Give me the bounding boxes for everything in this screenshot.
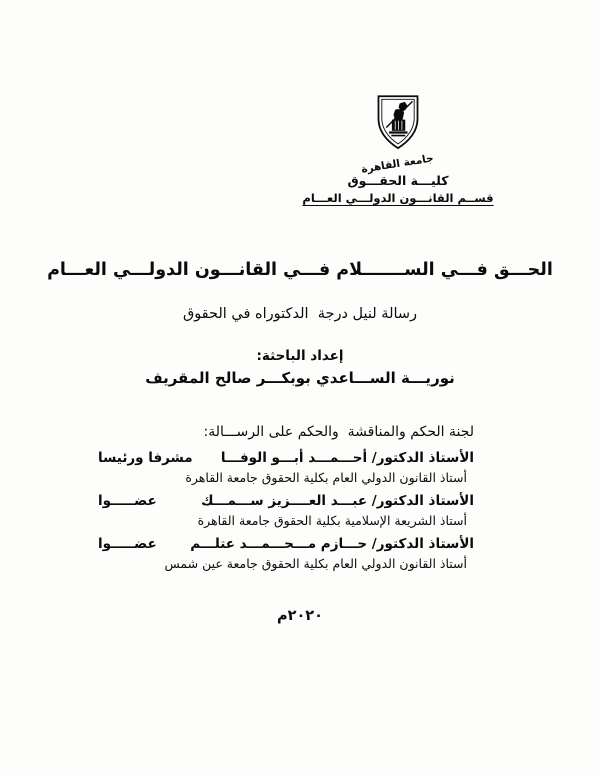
preparation-label: إعداد الباحثة: [256,348,344,364]
member-role: عضـــــوا [98,493,157,509]
member-role: عضـــــوا [98,536,157,552]
member-role: مشرفا ورئيسا [98,450,193,466]
member-description: أستاذ القانون الدولي العام بكلية الحقوق جامعة القاهرة [185,470,467,485]
department-name: قســم القانـــون الدولـــي العـــام [302,191,494,205]
member-name: الأستاذ الدكتور/ أحـــمـــد أبـــو الوفـــا [220,450,474,466]
cairo-university-emblem-icon [370,94,426,152]
university-name-text: جامعة القاهرة [360,152,435,176]
thesis-subtitle: رسالة لنيل درجة الدكتوراه في الحقوق [182,306,418,322]
committee-section [98,424,474,576]
member-name: الأستاذ الدكتور/ حـــازم مـــحـــمـــد عتلـــم [190,536,474,552]
header-block [288,94,508,205]
committee-member-row [98,491,474,511]
member-description: أستاذ القانون الدولي العام بكلية الحقوق جامعة عين شمس [164,556,467,571]
researcher-name: نوريـــة الســـاعدي بوبكـــر صالح المقريف [145,369,455,387]
member-name: الأستاذ الدكتور/ عبـــد العــــزيز ســـمـــك [201,493,474,509]
committee-member-row [98,534,474,554]
committee-member-row [98,448,474,468]
committee-heading: لجنة الحكم والمناقشة والحكم على الرســـالة: [203,424,474,440]
university-calligraphy [288,152,508,176]
member-description: أستاذ الشريعة الإسلامية بكلية الحقوق جامعة القاهرة [197,513,467,528]
faculty-name: كليـــة الحقـــوق [347,173,449,188]
thesis-title: الحـــق فـــي الســـــــلام فـــي القانـــون الدولـــي العـــام [47,260,553,280]
publication-year: ٢٠٢٠م [276,608,324,624]
